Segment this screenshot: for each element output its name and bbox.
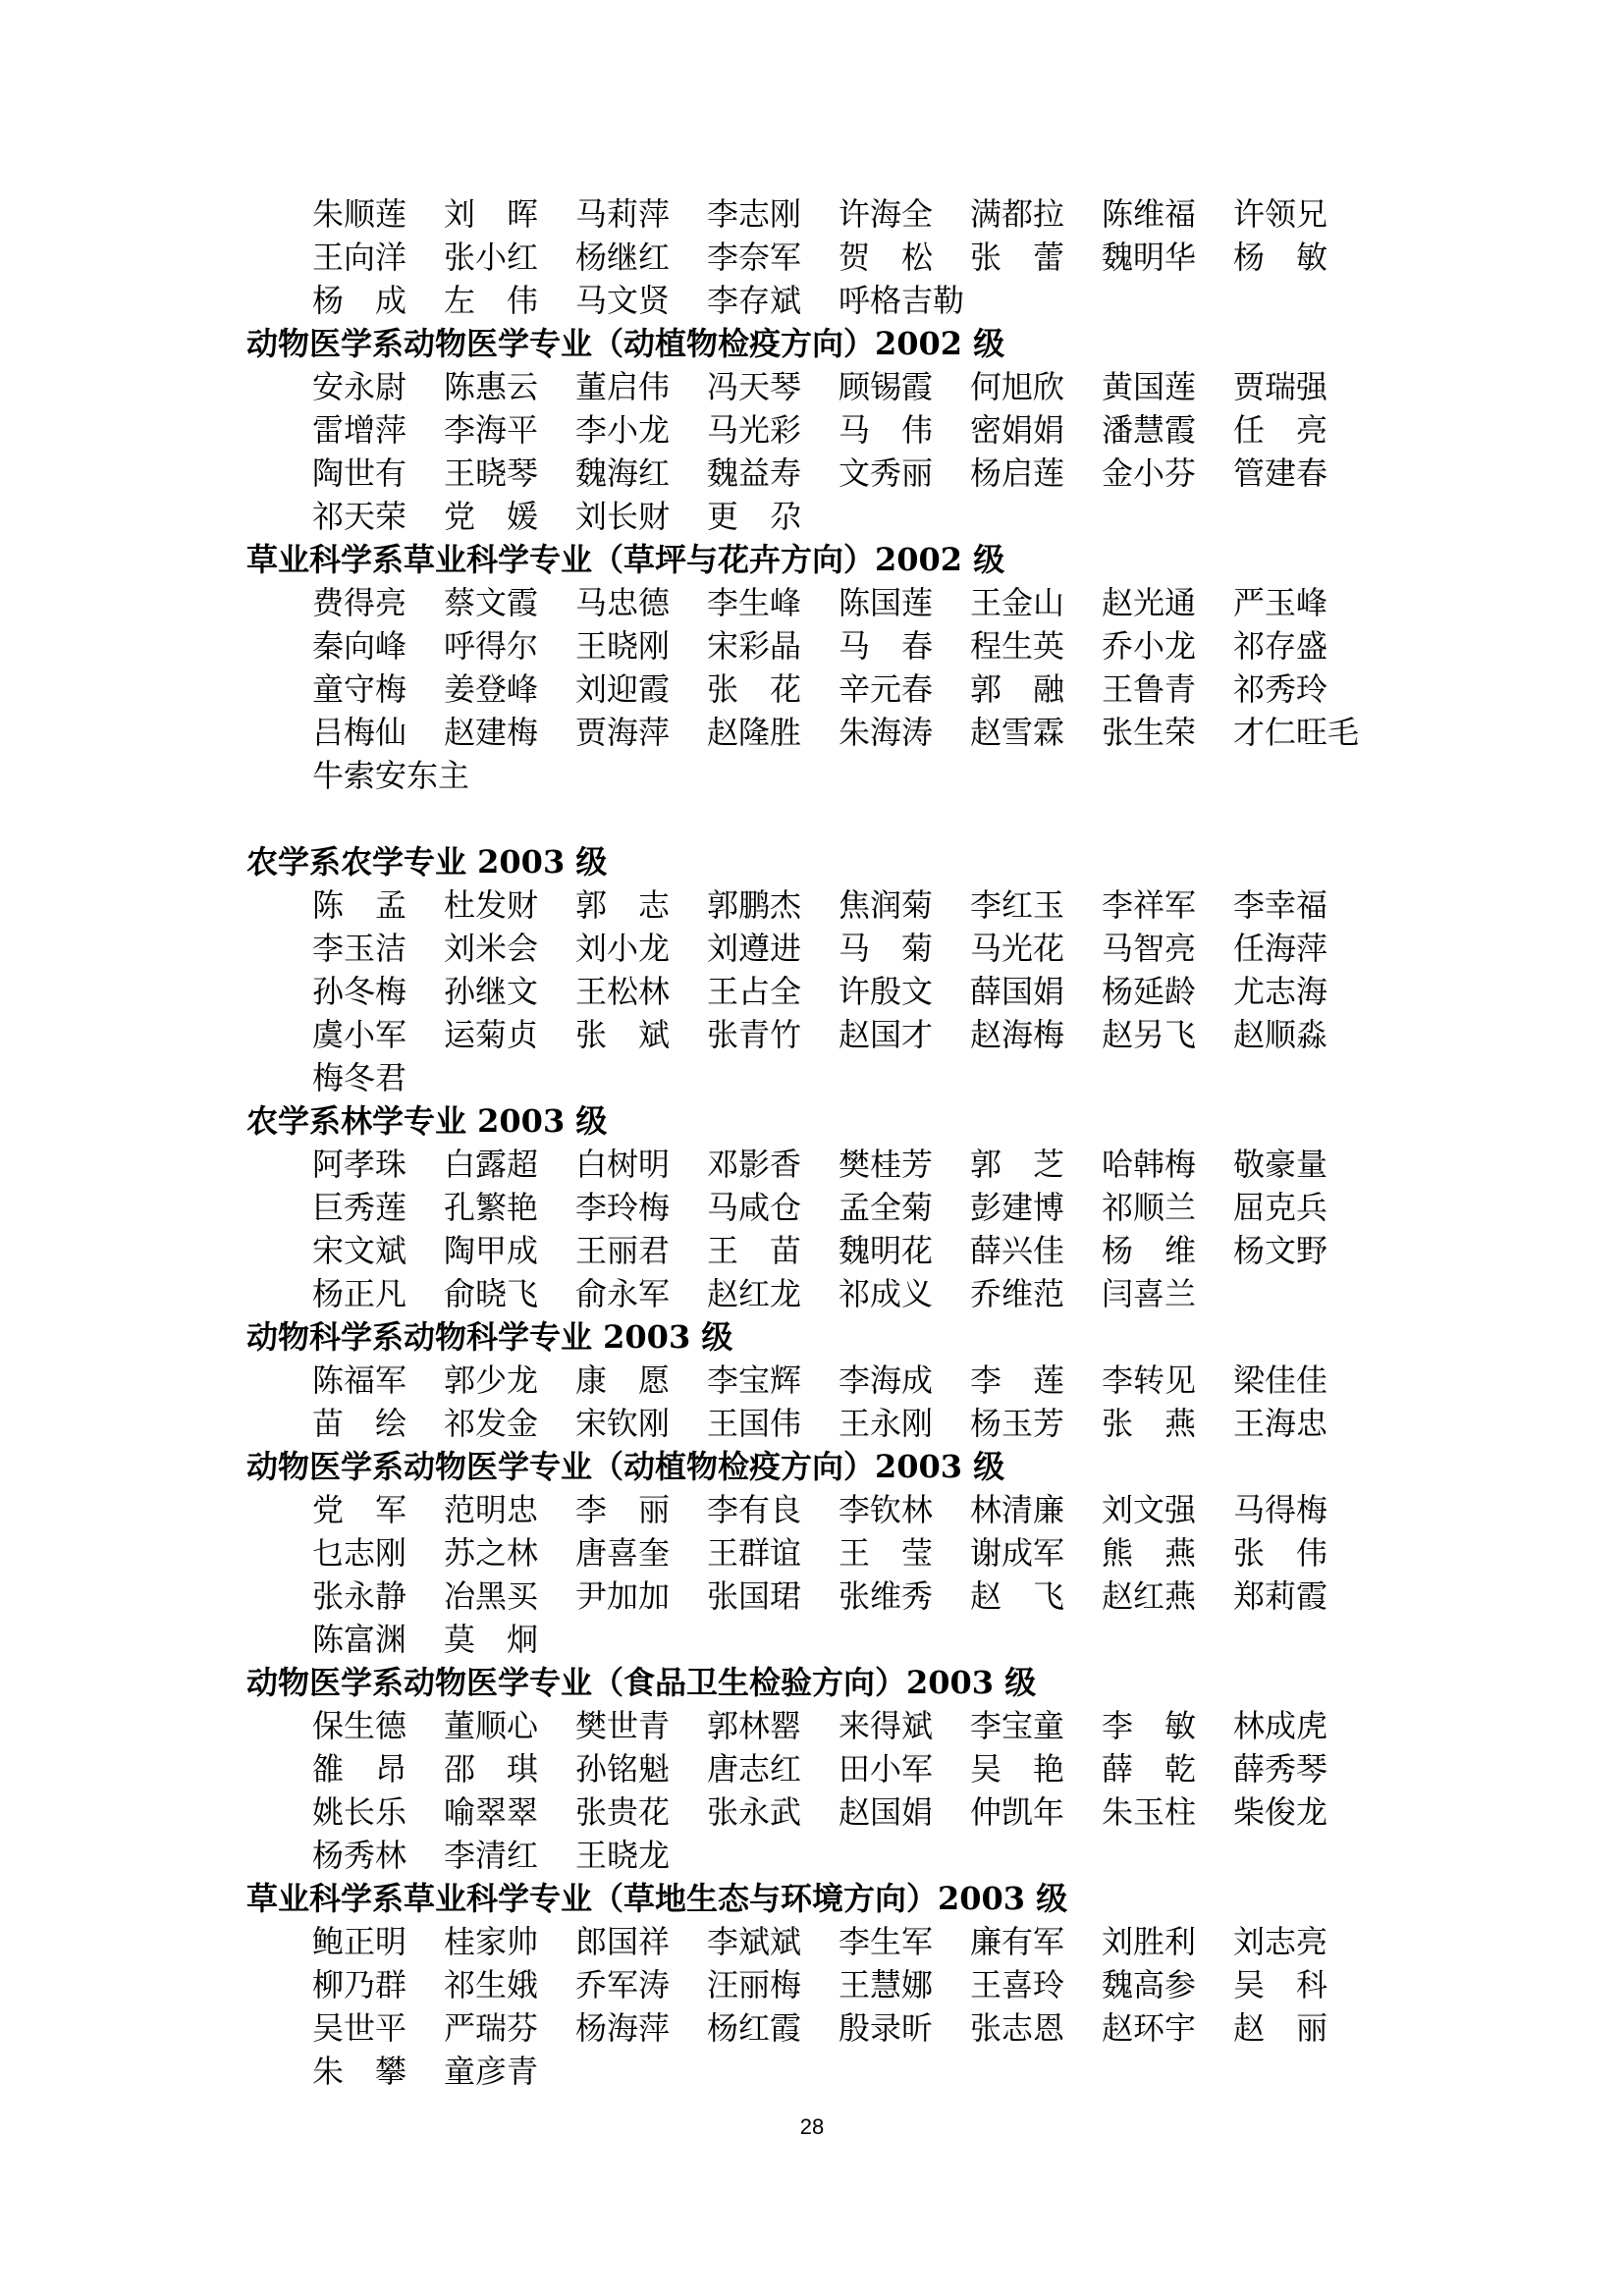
student-name: 李红玉 xyxy=(970,886,1065,924)
student-name: 王永刚 xyxy=(839,1405,934,1442)
student-name: 保生德 xyxy=(312,1707,407,1744)
student-name: 宋钦刚 xyxy=(575,1405,671,1442)
student-name: 阿孝珠 xyxy=(312,1146,407,1183)
section xyxy=(0,1315,1624,1445)
student-name: 许领兄 xyxy=(1233,195,1328,233)
student-name: 李奈军 xyxy=(707,239,802,276)
student-name: 王向洋 xyxy=(312,239,407,276)
student-name: 杨 成 xyxy=(312,282,407,319)
student-name: 张 斌 xyxy=(575,1016,671,1053)
student-name: 祁天荣 xyxy=(312,498,407,535)
student-name: 赵顺淼 xyxy=(1233,1016,1328,1053)
student-name: 苏之林 xyxy=(444,1534,539,1572)
student-name: 董启伟 xyxy=(575,368,671,405)
name-row xyxy=(312,365,1624,408)
student-name: 杨 敏 xyxy=(1233,239,1328,276)
student-name: 姚长乐 xyxy=(312,1793,407,1831)
section xyxy=(0,1877,1624,2093)
student-name: 潘慧霞 xyxy=(1102,411,1197,449)
student-name: 熊 燕 xyxy=(1102,1534,1197,1572)
student-name: 来得斌 xyxy=(839,1707,934,1744)
student-name: 雒 昂 xyxy=(312,1750,407,1788)
student-name: 吕梅仙 xyxy=(312,714,407,751)
student-name: 李钦林 xyxy=(839,1491,934,1528)
student-name: 杜发财 xyxy=(444,886,539,924)
student-name: 王松林 xyxy=(575,973,671,1010)
name-row xyxy=(312,1402,1624,1445)
name-row xyxy=(312,667,1624,711)
student-name: 李 丽 xyxy=(575,1491,671,1528)
student-name: 孙冬梅 xyxy=(312,973,407,1010)
student-name: 魏明华 xyxy=(1102,239,1197,276)
student-name: 张国珺 xyxy=(707,1577,802,1615)
student-name: 马光花 xyxy=(970,930,1065,967)
student-name: 童彦青 xyxy=(444,2053,539,2090)
student-name: 王金山 xyxy=(970,584,1065,621)
name-row xyxy=(312,1575,1624,1618)
student-name: 喻翠翠 xyxy=(444,1793,539,1831)
student-name: 郎国祥 xyxy=(575,1923,671,1960)
student-name: 蔡文霞 xyxy=(444,584,539,621)
student-name: 乔军涛 xyxy=(575,1966,671,2003)
section-heading: 农学系农学专业 2003 级 xyxy=(246,843,608,881)
student-name: 莫 炯 xyxy=(444,1621,539,1658)
student-name: 俞晓飞 xyxy=(444,1275,539,1312)
section xyxy=(0,1661,1624,1877)
student-name: 尤志海 xyxy=(1233,973,1328,1010)
student-name: 赵光通 xyxy=(1102,584,1197,621)
student-name: 乔维范 xyxy=(970,1275,1065,1312)
student-name: 李玲梅 xyxy=(575,1189,671,1226)
student-name: 陶甲成 xyxy=(444,1232,539,1269)
student-name: 冶黑买 xyxy=(444,1577,539,1615)
name-row xyxy=(312,1704,1624,1747)
student-name: 李存斌 xyxy=(707,282,802,319)
name-row xyxy=(312,408,1624,452)
student-name: 王鲁青 xyxy=(1102,670,1197,708)
student-name: 吴 艳 xyxy=(970,1750,1065,1788)
student-name: 杨海萍 xyxy=(575,2009,671,2047)
student-name: 彭建博 xyxy=(970,1189,1065,1226)
student-name: 祁发金 xyxy=(444,1405,539,1442)
student-name: 贾瑞强 xyxy=(1233,368,1328,405)
student-name: 牛索安东主 xyxy=(312,757,470,794)
name-row xyxy=(312,1790,1624,1834)
student-name: 许海全 xyxy=(839,195,934,233)
student-name: 刘 晖 xyxy=(444,195,539,233)
student-name: 雷增萍 xyxy=(312,411,407,449)
student-name: 赵国才 xyxy=(839,1016,934,1053)
name-row xyxy=(312,1963,1624,2006)
name-row xyxy=(312,1229,1624,1272)
student-name: 魏益寿 xyxy=(707,454,802,492)
student-name: 唐志红 xyxy=(707,1750,802,1788)
student-name: 屈克兵 xyxy=(1233,1189,1328,1226)
name-row xyxy=(312,883,1624,927)
student-name: 马光彩 xyxy=(707,411,802,449)
student-name: 苗 绘 xyxy=(312,1405,407,1442)
name-row xyxy=(312,581,1624,624)
student-name: 王群谊 xyxy=(707,1534,802,1572)
student-name: 黄国莲 xyxy=(1102,368,1197,405)
name-row xyxy=(312,1272,1624,1315)
student-name: 赵环宇 xyxy=(1102,2009,1197,2047)
student-name: 汪丽梅 xyxy=(707,1966,802,2003)
student-name: 陈福军 xyxy=(312,1362,407,1399)
student-name: 刘志亮 xyxy=(1233,1923,1328,1960)
name-row xyxy=(312,1747,1624,1790)
student-name: 郭 芝 xyxy=(970,1146,1065,1183)
student-name: 李海平 xyxy=(444,411,539,449)
student-name: 刘米会 xyxy=(444,930,539,967)
student-name: 贾海萍 xyxy=(575,714,671,751)
student-name: 李宝辉 xyxy=(707,1362,802,1399)
student-name: 左 伟 xyxy=(444,282,539,319)
student-name: 李生军 xyxy=(839,1923,934,1960)
student-name: 魏明花 xyxy=(839,1232,934,1269)
student-name: 陈国莲 xyxy=(839,584,934,621)
student-name: 薛秀琴 xyxy=(1233,1750,1328,1788)
student-name: 张小红 xyxy=(444,239,539,276)
name-row xyxy=(312,1618,1624,1661)
student-name: 杨延龄 xyxy=(1102,973,1197,1010)
student-name: 林成虎 xyxy=(1233,1707,1328,1744)
student-name: 赵建梅 xyxy=(444,714,539,751)
student-name: 孙铭魁 xyxy=(575,1750,671,1788)
student-name: 廉有军 xyxy=(970,1923,1065,1960)
student-name: 焦润菊 xyxy=(839,886,934,924)
student-name: 虞小军 xyxy=(312,1016,407,1053)
section-heading: 动物医学系动物医学专业（动植物检疫方向）2002 级 xyxy=(246,325,1005,362)
student-name: 马智亮 xyxy=(1102,930,1197,967)
name-row xyxy=(312,1488,1624,1531)
section xyxy=(0,538,1624,797)
student-name: 王晓琴 xyxy=(444,454,539,492)
student-name: 魏高参 xyxy=(1102,1966,1197,2003)
section-heading: 动物科学系动物科学专业 2003 级 xyxy=(246,1318,733,1356)
student-name: 刘文强 xyxy=(1102,1491,1197,1528)
section-heading: 农学系林学专业 2003 级 xyxy=(246,1102,608,1140)
student-name: 赵红龙 xyxy=(707,1275,802,1312)
student-name: 陈富渊 xyxy=(312,1621,407,1658)
student-name: 杨启莲 xyxy=(970,454,1065,492)
student-name: 宋文斌 xyxy=(312,1232,407,1269)
student-name: 乜志刚 xyxy=(312,1534,407,1572)
student-name: 李有良 xyxy=(707,1491,802,1528)
name-row xyxy=(312,1834,1624,1877)
student-name: 赵 丽 xyxy=(1233,2009,1328,2047)
student-name: 陈维福 xyxy=(1102,195,1197,233)
student-name: 赵 飞 xyxy=(970,1577,1065,1615)
student-name: 马忠德 xyxy=(575,584,671,621)
student-name: 王 苗 xyxy=(707,1232,802,1269)
student-name: 巨秀莲 xyxy=(312,1189,407,1226)
name-row xyxy=(312,754,1624,797)
section xyxy=(0,322,1624,538)
student-name: 杨继红 xyxy=(575,239,671,276)
student-name: 闫喜兰 xyxy=(1102,1275,1197,1312)
name-row xyxy=(312,192,1624,236)
student-name: 郭鹏杰 xyxy=(707,886,802,924)
student-name: 李玉洁 xyxy=(312,930,407,967)
student-name: 朱海涛 xyxy=(839,714,934,751)
student-name: 朱玉柱 xyxy=(1102,1793,1197,1831)
student-name: 马 菊 xyxy=(839,930,934,967)
student-name: 张贵花 xyxy=(575,1793,671,1831)
student-name: 杨文野 xyxy=(1233,1232,1328,1269)
student-name: 赵红燕 xyxy=(1102,1577,1197,1615)
student-name: 张生荣 xyxy=(1102,714,1197,751)
student-name: 赵海梅 xyxy=(970,1016,1065,1053)
name-row xyxy=(312,1531,1624,1575)
student-name: 张 伟 xyxy=(1233,1534,1328,1572)
name-row xyxy=(312,970,1624,1013)
student-name: 马得梅 xyxy=(1233,1491,1328,1528)
student-name: 王海忠 xyxy=(1233,1405,1328,1442)
student-name: 费得亮 xyxy=(312,584,407,621)
student-name: 王慧娜 xyxy=(839,1966,934,2003)
section xyxy=(0,797,1624,1099)
student-name: 张 燕 xyxy=(1102,1405,1197,1442)
student-name: 冯天琴 xyxy=(707,368,802,405)
name-row xyxy=(312,495,1624,538)
name-row xyxy=(312,279,1624,322)
student-name: 哈韩梅 xyxy=(1102,1146,1197,1183)
student-name: 马莉萍 xyxy=(575,195,671,233)
student-name: 吴 科 xyxy=(1233,1966,1328,2003)
student-name: 呼得尔 xyxy=(444,627,539,665)
name-row xyxy=(312,2050,1624,2093)
section-heading: 动物医学系动物医学专业（动植物检疫方向）2003 级 xyxy=(246,1448,1005,1485)
student-name: 郭 融 xyxy=(970,670,1065,708)
section xyxy=(0,1445,1624,1661)
student-name: 陈 孟 xyxy=(312,886,407,924)
student-name: 祁存盛 xyxy=(1233,627,1328,665)
name-row xyxy=(312,927,1624,970)
section xyxy=(0,192,1624,322)
name-row xyxy=(312,1920,1624,1963)
student-name: 张 花 xyxy=(707,670,802,708)
student-name: 仲凯年 xyxy=(970,1793,1065,1831)
student-name: 柴俊龙 xyxy=(1233,1793,1328,1831)
student-name: 李 莲 xyxy=(970,1362,1065,1399)
student-name: 马 春 xyxy=(839,627,934,665)
student-name: 樊桂芳 xyxy=(839,1146,934,1183)
student-name: 任 亮 xyxy=(1233,411,1328,449)
student-name: 宋彩晶 xyxy=(707,627,802,665)
name-row xyxy=(312,1143,1624,1186)
student-name: 白露超 xyxy=(444,1146,539,1183)
student-name: 朱 攀 xyxy=(312,2053,407,2090)
student-name: 陶世有 xyxy=(312,454,407,492)
student-name: 樊世青 xyxy=(575,1707,671,1744)
student-name: 尹加加 xyxy=(575,1577,671,1615)
student-name: 谢成军 xyxy=(970,1534,1065,1572)
student-name: 刘遵进 xyxy=(707,930,802,967)
student-name: 邓影香 xyxy=(707,1146,802,1183)
student-name: 管建春 xyxy=(1233,454,1328,492)
student-name: 赵雪霖 xyxy=(970,714,1065,751)
student-name: 梁佳佳 xyxy=(1233,1362,1328,1399)
student-name: 许殷文 xyxy=(839,973,934,1010)
student-name: 姜登峰 xyxy=(444,670,539,708)
student-name: 殷录昕 xyxy=(839,2009,934,2047)
student-name: 薛兴佳 xyxy=(970,1232,1065,1269)
name-row xyxy=(312,1013,1624,1056)
student-name: 李祥军 xyxy=(1102,886,1197,924)
student-name: 郑莉霞 xyxy=(1233,1577,1328,1615)
student-name: 程生英 xyxy=(970,627,1065,665)
student-name: 严瑞芬 xyxy=(444,2009,539,2047)
student-name: 严玉峰 xyxy=(1233,584,1328,621)
student-name: 秦向峰 xyxy=(312,627,407,665)
student-name: 郭少龙 xyxy=(444,1362,539,1399)
student-name: 刘迎霞 xyxy=(575,670,671,708)
student-name: 王晓龙 xyxy=(575,1837,671,1874)
name-row xyxy=(312,1186,1624,1229)
student-name: 党 军 xyxy=(312,1491,407,1528)
section-heading: 动物医学系动物医学专业（食品卫生检验方向）2003 级 xyxy=(246,1664,1037,1701)
student-name: 李转见 xyxy=(1102,1362,1197,1399)
student-name: 辛元春 xyxy=(839,670,934,708)
student-name: 唐喜奎 xyxy=(575,1534,671,1572)
student-name: 李宝童 xyxy=(970,1707,1065,1744)
student-name: 范明忠 xyxy=(444,1491,539,1528)
student-name: 童守梅 xyxy=(312,670,407,708)
student-name: 祁秀玲 xyxy=(1233,670,1328,708)
student-name: 王 莹 xyxy=(839,1534,934,1572)
student-name: 张维秀 xyxy=(839,1577,934,1615)
student-name: 薛国娟 xyxy=(970,973,1065,1010)
student-name: 呼格吉勒 xyxy=(839,282,965,319)
name-row xyxy=(312,711,1624,754)
document-body xyxy=(0,192,1624,2093)
student-name: 杨 维 xyxy=(1102,1232,1197,1269)
student-name: 祁成义 xyxy=(839,1275,934,1312)
student-name: 李志刚 xyxy=(707,195,802,233)
student-name: 俞永军 xyxy=(575,1275,671,1312)
student-name: 杨正凡 xyxy=(312,1275,407,1312)
student-name: 魏海红 xyxy=(575,454,671,492)
student-name: 贺 松 xyxy=(839,239,934,276)
student-name: 马文贤 xyxy=(575,282,671,319)
student-name: 马咸仓 xyxy=(707,1189,802,1226)
student-name: 孔繁艳 xyxy=(444,1189,539,1226)
student-name: 鲍正明 xyxy=(312,1923,407,1960)
student-name: 党 媛 xyxy=(444,498,539,535)
student-name: 金小芬 xyxy=(1102,454,1197,492)
student-name: 祁顺兰 xyxy=(1102,1189,1197,1226)
student-name: 王占全 xyxy=(707,973,802,1010)
student-name: 孟全菊 xyxy=(839,1189,934,1226)
student-name: 杨玉芳 xyxy=(970,1405,1065,1442)
student-name: 柳乃群 xyxy=(312,1966,407,2003)
student-name: 敬豪量 xyxy=(1233,1146,1328,1183)
page-number: 28 xyxy=(799,2114,825,2139)
student-name: 顾锡霞 xyxy=(839,368,934,405)
student-name: 赵隆胜 xyxy=(707,714,802,751)
student-name: 田小军 xyxy=(839,1750,934,1788)
name-row xyxy=(312,452,1624,495)
student-name: 张永静 xyxy=(312,1577,407,1615)
student-name: 才仁旺毛 xyxy=(1233,714,1360,751)
student-name: 李斌斌 xyxy=(707,1923,802,1960)
student-name: 赵国娟 xyxy=(839,1793,934,1831)
name-row xyxy=(312,624,1624,667)
student-name: 薛 乾 xyxy=(1102,1750,1197,1788)
student-name: 张志恩 xyxy=(970,2009,1065,2047)
student-name: 张青竹 xyxy=(707,1016,802,1053)
student-name: 满都拉 xyxy=(970,195,1065,233)
student-name: 何旭欣 xyxy=(970,368,1065,405)
student-name: 刘小龙 xyxy=(575,930,671,967)
name-row xyxy=(312,2006,1624,2050)
student-name: 梅冬君 xyxy=(312,1059,407,1096)
student-name: 张永武 xyxy=(707,1793,802,1831)
name-row xyxy=(312,1056,1624,1099)
student-name: 张 蕾 xyxy=(970,239,1065,276)
student-name: 杨秀林 xyxy=(312,1837,407,1874)
student-name: 乔小龙 xyxy=(1102,627,1197,665)
student-name: 李小龙 xyxy=(575,411,671,449)
student-name: 王国伟 xyxy=(707,1405,802,1442)
section-heading: 草业科学系草业科学专业（草地生态与环境方向）2003 级 xyxy=(246,1880,1068,1917)
student-name: 安永尉 xyxy=(312,368,407,405)
section-gap xyxy=(0,797,1624,840)
student-name: 祁生娥 xyxy=(444,1966,539,2003)
student-name: 马 伟 xyxy=(839,411,934,449)
student-name: 任海萍 xyxy=(1233,930,1328,967)
student-name: 更 尕 xyxy=(707,498,802,535)
student-name: 李 敏 xyxy=(1102,1707,1197,1744)
student-name: 吴世平 xyxy=(312,2009,407,2047)
name-row xyxy=(312,1359,1624,1402)
student-name: 邵 琪 xyxy=(444,1750,539,1788)
section-heading: 草业科学系草业科学专业（草坪与花卉方向）2002 级 xyxy=(246,541,1005,578)
student-name: 桂家帅 xyxy=(444,1923,539,1960)
student-name: 康 愿 xyxy=(575,1362,671,1399)
student-name: 王丽君 xyxy=(575,1232,671,1269)
student-name: 陈惠云 xyxy=(444,368,539,405)
student-name: 朱顺莲 xyxy=(312,195,407,233)
student-name: 李清红 xyxy=(444,1837,539,1874)
student-name: 白树明 xyxy=(575,1146,671,1183)
student-name: 林清廉 xyxy=(970,1491,1065,1528)
student-name: 李幸福 xyxy=(1233,886,1328,924)
student-name: 密娟娟 xyxy=(970,411,1065,449)
student-name: 杨红霞 xyxy=(707,2009,802,2047)
student-name: 孙继文 xyxy=(444,973,539,1010)
section xyxy=(0,1099,1624,1315)
student-name: 运菊贞 xyxy=(444,1016,539,1053)
student-name: 王晓刚 xyxy=(575,627,671,665)
student-name: 董顺心 xyxy=(444,1707,539,1744)
student-name: 文秀丽 xyxy=(839,454,934,492)
student-name: 赵另飞 xyxy=(1102,1016,1197,1053)
student-name: 刘胜利 xyxy=(1102,1923,1197,1960)
name-row xyxy=(312,236,1624,279)
student-name: 郭林罂 xyxy=(707,1707,802,1744)
student-name: 王喜玲 xyxy=(970,1966,1065,2003)
student-name: 李海成 xyxy=(839,1362,934,1399)
student-name: 郭 志 xyxy=(575,886,671,924)
student-name: 刘长财 xyxy=(575,498,671,535)
student-name: 李生峰 xyxy=(707,584,802,621)
